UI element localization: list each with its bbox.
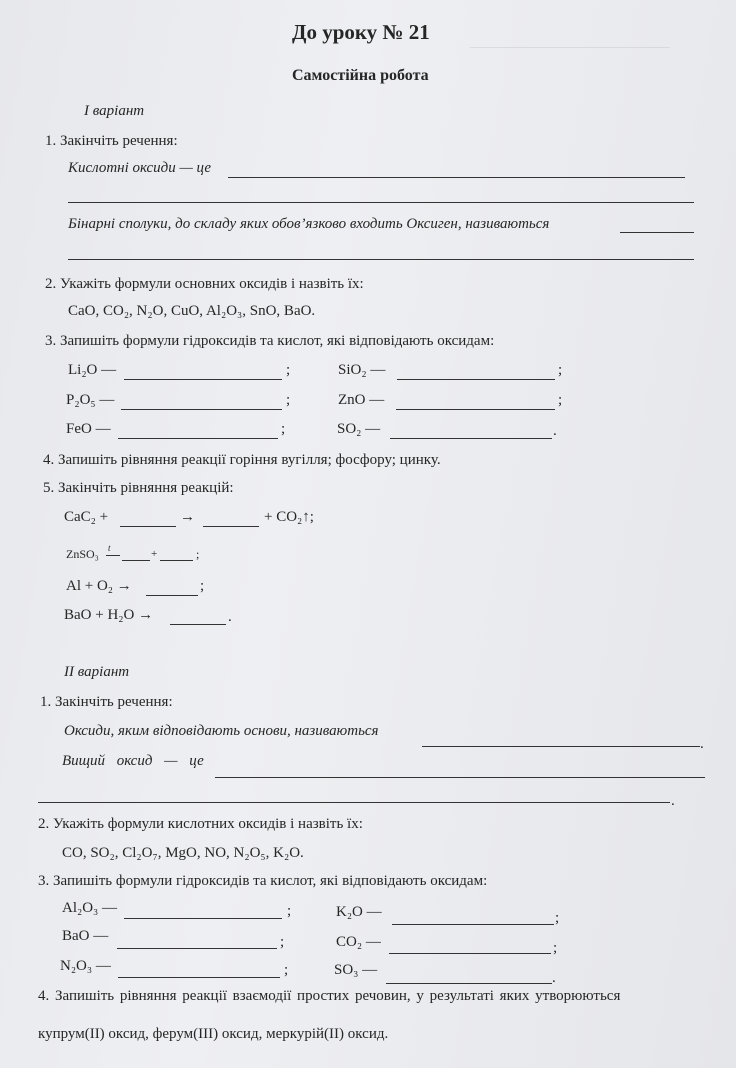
v2-question-4-cont: купрум(ІІ) оксид, ферум(ІІІ) оксид, меркурій(ІІ) оксид. <box>38 1026 389 1042</box>
reaction-1-left: CaC₂ + <box>64 509 109 525</box>
v2-question-2: 2. Укажіть формули кислотних оксидів і назвіть їх: <box>38 816 363 832</box>
answer-line[interactable] <box>124 379 282 380</box>
v1-q3-item: Li₂O — <box>68 362 117 378</box>
semicolon: ; <box>281 421 286 437</box>
semicolon: ; <box>555 910 560 926</box>
semicolon: ; <box>284 962 289 978</box>
answer-line[interactable] <box>422 746 700 747</box>
variant-2-label: ІІ варіант <box>64 664 130 680</box>
v1-question-4: 4. Запишіть рівняння реакції горіння вугілля; фосфору; цинку. <box>43 452 441 468</box>
answer-line[interactable] <box>122 560 150 561</box>
v1-q3-item: FeO — <box>66 421 111 437</box>
answer-line[interactable] <box>203 526 259 527</box>
v1-question-3: 3. Запишіть формули гідроксидів та кислот, які відповідають оксидам: <box>45 333 495 349</box>
period: . <box>552 970 556 986</box>
semicolon: ; <box>196 547 200 561</box>
answer-line[interactable] <box>397 379 555 380</box>
v2-q1-sentence-a: Оксиди, яким відповідають основи, називаються <box>64 723 379 739</box>
answer-line[interactable] <box>170 624 226 625</box>
answer-line[interactable] <box>389 953 551 954</box>
page-title: До уроку № 21 <box>292 20 430 44</box>
reaction-2-heat: t <box>108 543 111 553</box>
answer-line[interactable] <box>124 918 282 919</box>
semicolon: ; <box>558 392 563 408</box>
reaction-2-arrow <box>106 555 120 556</box>
reaction-3: Al + O₂ → <box>66 578 132 594</box>
v1-question-2: 2. Укажіть формули основних оксидів і назвіть їх: <box>45 276 364 292</box>
v2-question-3: 3. Запишіть формули гідроксидів та кислот, які відповідають оксидам: <box>38 873 488 889</box>
answer-line[interactable] <box>228 177 685 178</box>
v2-q2-formulas: CO, SO₂, Cl₂O₇, MgO, NO, N₂O₅, K₂O. <box>62 845 304 861</box>
reaction-4: BaO + H₂O → <box>64 607 154 623</box>
page-subtitle: Самостійна робота <box>292 67 429 84</box>
bleed-through-marks <box>470 33 670 48</box>
answer-line[interactable] <box>118 977 280 978</box>
answer-line[interactable] <box>390 438 552 439</box>
answer-line[interactable] <box>68 259 694 260</box>
semicolon: ; <box>558 362 563 378</box>
answer-line[interactable] <box>215 777 705 778</box>
period: . <box>553 423 557 439</box>
v2-q3-item: Al₂O₃ — <box>62 900 118 916</box>
semicolon: ; <box>280 934 285 950</box>
answer-line[interactable] <box>120 526 176 527</box>
v1-q3-item: ZnO — <box>338 392 385 408</box>
reaction-2-left: ZnSO₃ <box>66 547 99 561</box>
variant-1-label: І варіант <box>84 103 145 119</box>
reaction-1-right: + CO₂↑; <box>264 509 314 525</box>
v2-question-4: 4. Запишіть рівняння реакції взаємодії простих речовин, у результаті яких утворюються <box>38 988 621 1004</box>
semicolon: ; <box>287 903 292 919</box>
reaction-2-plus: + <box>151 548 158 560</box>
v2-question-1: 1. Закінчіть речення: <box>40 694 173 710</box>
semicolon: ; <box>200 578 205 594</box>
reaction-1-arrow: → <box>180 509 195 525</box>
period: . <box>228 609 232 625</box>
semicolon: ; <box>553 940 558 956</box>
answer-line[interactable] <box>38 802 670 803</box>
v1-q2-formulas: CaO, CO₂, N₂O, CuO, Al₂O₃, SnO, BaO. <box>68 303 316 319</box>
v1-q1-sentence-b: Бінарні сполуки, до складу яких обов’язково входить Оксиген, називаються <box>68 216 550 232</box>
period: . <box>700 736 704 752</box>
v1-q3-item: SO₂ — <box>337 421 381 437</box>
semicolon: ; <box>286 362 291 378</box>
v2-q3-item: N₂O₃ — <box>60 958 111 974</box>
answer-line[interactable] <box>620 232 694 233</box>
answer-line[interactable] <box>117 948 277 949</box>
answer-line[interactable] <box>386 983 552 984</box>
answer-line[interactable] <box>392 924 554 925</box>
semicolon: ; <box>286 392 291 408</box>
v1-q3-item: SiO₂ — <box>338 362 386 378</box>
answer-line[interactable] <box>146 595 198 596</box>
v1-question-1: 1. Закінчіть речення: <box>45 133 178 149</box>
v1-q3-item: P₂O₅ — <box>66 392 115 408</box>
v1-question-5: 5. Закінчіть рівняння реакцій: <box>43 480 234 496</box>
answer-line[interactable] <box>118 438 278 439</box>
v2-q3-item: K₂O — <box>336 904 382 920</box>
v2-q3-item: BaO — <box>62 928 109 944</box>
v1-q1-sentence-a: Кислотні оксиди — це <box>68 160 212 176</box>
answer-line[interactable] <box>68 202 694 203</box>
v2-q1-sentence-b: Вищий оксид — це <box>62 753 204 769</box>
answer-line[interactable] <box>121 409 282 410</box>
v2-q3-item: SO₃ — <box>334 962 378 978</box>
v2-q3-item: CO₂ — <box>336 934 381 950</box>
period: . <box>671 793 675 809</box>
answer-line[interactable] <box>396 409 555 410</box>
answer-line[interactable] <box>160 560 193 561</box>
